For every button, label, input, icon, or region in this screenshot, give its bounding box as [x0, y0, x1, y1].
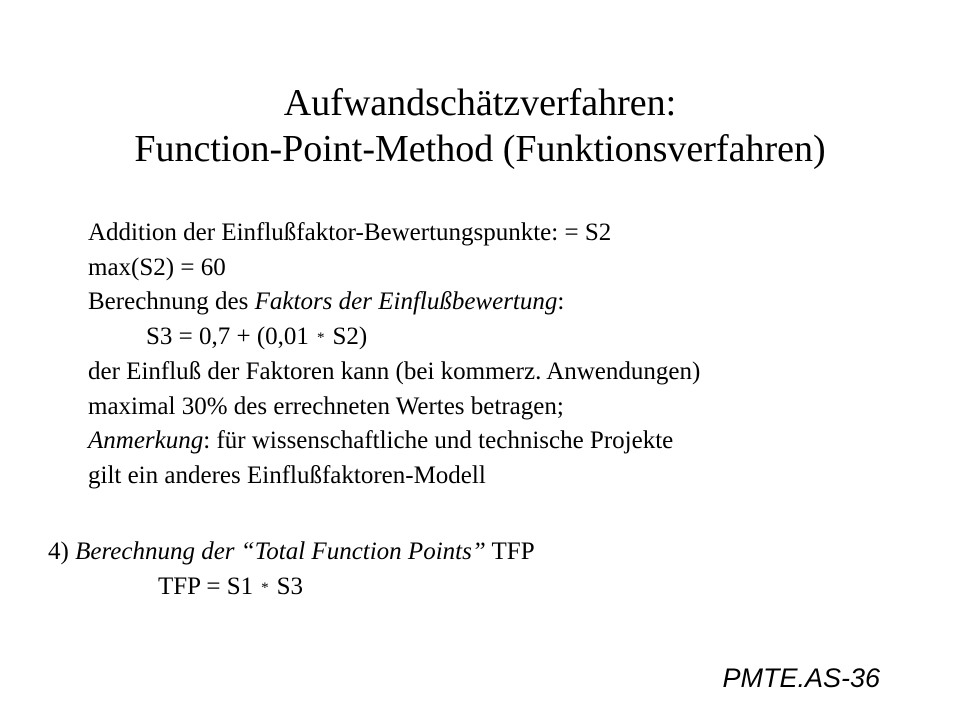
formula-tfp [48, 570, 535, 606]
berechnung-suffix: : [557, 288, 565, 315]
multiply-operator: * [316, 329, 325, 346]
slide-title [0, 80, 960, 172]
formula-s3 [88, 320, 928, 356]
item-4-label: Berechnung der “Total Function Points” [75, 538, 486, 565]
text-line-maximal: maximal 30% des errechneten Wertes betragen; [88, 392, 564, 420]
text-line-addition: Addition der Einflußfaktor-Bewertungspunkte: = S2 [88, 219, 612, 246]
formula-s3-left: S3 = 0,7 + (0,01 [146, 322, 309, 350]
text-line-einfluss: der Einfluß der Faktoren kann (bei kommerz. Anwendungen) [88, 358, 701, 385]
berechnung-prefix: Berechnung des [88, 288, 255, 315]
item-4-abbrev: TFP [485, 538, 535, 565]
text-line-modell: gilt ein anderes Einflußfaktoren-Modell [88, 461, 486, 489]
item-4-heading [48, 535, 535, 570]
formula-s3-right: S2) [332, 322, 368, 350]
berechnung-term: Faktors der Einflußbewertung [254, 288, 558, 315]
title-line-2: Function-Point-Method (Funktionsverfahren) [134, 128, 826, 170]
slide-footer-id: PMTE.AS-36 [722, 663, 880, 693]
anmerkung-text: : für wissenschaftliche und technische Projekte [203, 427, 674, 454]
multiply-operator: * [261, 579, 269, 596]
formula-tfp-left: TFP = S1 [158, 572, 254, 600]
anmerkung-label: Anmerkung [88, 427, 204, 454]
text-line-max: max(S2) = 60 [88, 253, 226, 281]
slide-body [88, 216, 928, 493]
formula-tfp-right: S3 [276, 572, 304, 600]
list-item-4 [48, 535, 535, 605]
item-number: 4) [48, 538, 76, 565]
text-line-anmerkung [88, 424, 928, 459]
title-line-1: Aufwandschätzverfahren: [283, 82, 677, 124]
text-line-berechnung [88, 285, 928, 320]
